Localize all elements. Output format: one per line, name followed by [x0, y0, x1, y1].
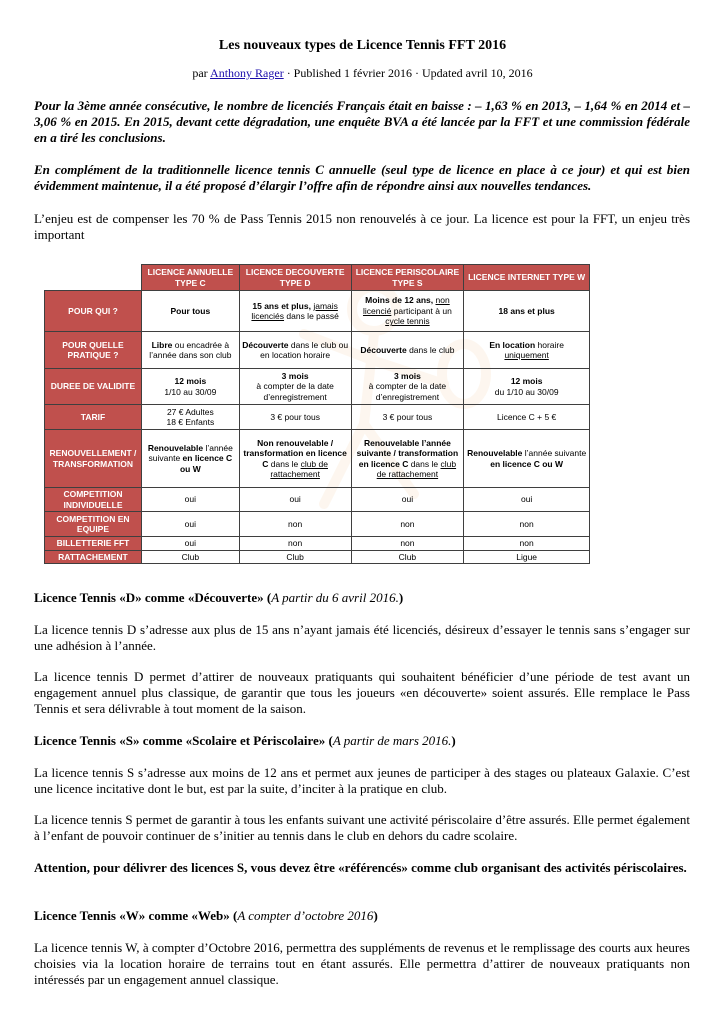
section-w-paragraph-1: La licence tennis W, à compter d’Octobre 2016, permettra des suppléments de revenus et le remplissage des courts aux heures choisies via la location horaire de terrains tout en étant assurés. Elle permettra d’attirer de nouveaux pratiquants non intéressés par un engagement annuel classique.	[34, 940, 690, 987]
cell-text: à compter de la date d’enregistrement	[256, 381, 334, 402]
row-label-renouvellement: RENOUVELLEMENT / TRANSFORMATION	[45, 430, 142, 488]
attention-notice: Attention, pour délivrer des licences S, vous devez être «référencés» comme club organisant des activités périscolaires.	[34, 860, 687, 875]
cell-d-pour-qui	[239, 291, 351, 332]
cell-text: Non renouvelable / transformation en licence C	[243, 437, 347, 469]
table-row	[45, 430, 590, 488]
cell-text: 15 ans et plus,	[252, 300, 314, 311]
section-s-heading	[34, 733, 690, 749]
section-s-paren: (	[325, 733, 333, 748]
row-label-tarif: TARIF	[45, 405, 142, 430]
cell-text: dans le	[268, 458, 301, 469]
cell-text: uniquement	[504, 350, 549, 360]
cell-d-billetterie: non	[239, 537, 351, 551]
section-s-paren: )	[451, 733, 456, 748]
cell-text: club de rattachement	[376, 458, 457, 479]
section-w-title: Licence Tennis «W» comme «Web»	[34, 908, 230, 923]
cell-text: 3 mois	[393, 370, 421, 381]
cell-s-billetterie: non	[351, 537, 464, 551]
row-label-competition-equipe: COMPETITION EN EQUIPE	[45, 512, 142, 537]
licence-comparison-table-area	[44, 264, 590, 564]
cell-text: jamais licenciés	[251, 300, 338, 321]
section-s-paragraph-2: La licence tennis S permet de garantir à tous les enfants suivant une activité périscolaire d’être assurés. Elle permet également à l’enfant de pouvoir continuer de s’initier au tennis dans le club en dehors du cadre scolaire.	[34, 812, 690, 843]
cell-s-tarif: 3 € pour tous	[351, 405, 464, 430]
cell-c-renouvellement	[141, 430, 239, 488]
cell-text: 18 € Enfants	[166, 417, 215, 427]
table-row	[45, 550, 590, 564]
section-w-heading	[34, 908, 690, 924]
cell-w-renouvellement	[464, 430, 590, 488]
licence-table	[44, 264, 590, 564]
section-s-date: A partir de mars 2016.	[332, 733, 452, 748]
cell-c-pour-qui: Pour tous	[141, 291, 239, 332]
row-label-competition-individuelle: COMPETITION INDIVIDUELLE	[45, 488, 142, 512]
cell-s-renouvellement	[351, 430, 464, 488]
cell-s-comp-ind: oui	[351, 488, 464, 512]
table-row	[45, 369, 590, 405]
section-d-heading	[34, 590, 690, 606]
cell-s-pratique	[351, 332, 464, 369]
page-title: Les nouveaux types de Licence Tennis FFT 2016	[218, 38, 507, 53]
cell-text: dans le passé	[284, 311, 339, 321]
section-d-paragraph-1: La licence tennis D s’adresse aux plus de 15 ans n’ayant jamais été licenciés, désireux d’essayer le tennis sans s’engager sur une adhésion à l’année.	[34, 622, 690, 653]
cell-text: participant à un	[391, 305, 452, 316]
cell-text: 12 mois	[510, 376, 543, 386]
cell-c-rattachement: Club	[141, 550, 239, 564]
row-label-duree: DUREE DE VALIDITE	[45, 369, 142, 405]
cell-text: En location	[489, 339, 536, 350]
row-label-pratique: POUR QUELLE PRATIQUE ?	[45, 332, 142, 369]
row-label-pour-qui: POUR QUI ?	[45, 291, 142, 332]
cell-w-comp-eq: non	[464, 512, 590, 537]
byline	[0, 66, 725, 81]
table-row	[45, 537, 590, 551]
cell-text: non licencié	[362, 295, 450, 316]
cell-c-billetterie: oui	[141, 537, 239, 551]
table-row	[45, 332, 590, 369]
table-corner	[45, 265, 142, 291]
cell-text: dans le	[408, 458, 441, 469]
table-header-row	[45, 265, 590, 291]
cell-text: cycle tennis	[385, 316, 430, 327]
cell-d-rattachement: Club	[239, 550, 351, 564]
cell-text: l’année suivante	[148, 442, 233, 464]
intro-paragraph-1: Pour la 3ème année consécutive, le nombre de licenciés Français était en baisse : – 1,63 % en 2013, – 1,64 % en 2014 et – 3,06 % en 2015. En 2015, devant cette dégradation, une enquête BVA a été lancée par la FFT et une commission fédérale en a tiré les conclusions.	[34, 98, 690, 145]
cell-w-pratique	[464, 332, 590, 369]
section-s-paragraph-1: La licence tennis S s’adresse aux moins de 12 ans et permet aux jeunes de participer à des stages ou plateaux Galaxie. C’est une licence incitative dont le but, est par la suite, d’inciter à la pratique en club.	[34, 765, 690, 796]
cell-text: 27 € Adultes	[166, 406, 214, 417]
cell-text: Découverte	[360, 344, 407, 355]
cell-w-pour-qui: 18 ans et plus	[464, 291, 590, 332]
cell-text: club de rattachement	[270, 458, 328, 479]
cell-text: Renouvelable	[467, 448, 523, 458]
cell-text: du 1/10 au 30/09	[494, 386, 559, 397]
section-w-date: A compter d’octobre 2016	[237, 908, 374, 923]
cell-text: ou encadrée à l’année dans son club	[149, 339, 232, 360]
table-row	[45, 512, 590, 537]
table-row	[45, 291, 590, 332]
section-d-paren: )	[398, 590, 404, 605]
row-label-rattachement: RATTACHEMENT	[45, 550, 142, 564]
cell-w-billetterie: non	[464, 537, 590, 551]
header-licence-w: LICENCE INTERNET TYPE W	[464, 265, 590, 291]
cell-text: 3 mois	[281, 370, 309, 381]
section-w-paren: (	[229, 908, 238, 923]
section-s-title: Licence Tennis «S» comme «Scolaire et Périscolaire»	[34, 733, 326, 748]
cell-d-pratique	[239, 332, 351, 369]
cell-c-comp-eq: oui	[141, 512, 239, 537]
cell-w-comp-ind: oui	[464, 488, 590, 512]
section-d-paragraph-2: La licence tennis D permet d’attirer de nouveaux pratiquants qui souhaitent bénéficier d’une période de test avant un engagement annuel plus classique, de garantir que tous les joueurs «en découverte» soient assurés. Elle remplace le Pass Tennis et sera délivrable à tout moment de la saison.	[34, 669, 690, 716]
cell-text: Renouvelable	[147, 442, 204, 453]
cell-s-comp-eq: non	[351, 512, 464, 537]
cell-d-comp-eq: non	[239, 512, 351, 537]
header-licence-c: LICENCE ANNUELLE TYPE C	[141, 265, 239, 291]
cell-d-comp-ind: oui	[239, 488, 351, 512]
cell-text: Libre	[151, 339, 173, 350]
cell-d-renouvellement	[239, 430, 351, 488]
cell-text: 1/10 au 30/09	[164, 386, 217, 397]
row-label-billetterie: BILLETTERIE FFT	[45, 537, 142, 551]
cell-text: horaire	[535, 339, 564, 350]
header-licence-s: LICENCE PERISCOLAIRE TYPE S	[351, 265, 464, 291]
author-link[interactable]: Anthony Rager	[210, 66, 284, 80]
cell-c-pratique	[141, 332, 239, 369]
cell-c-tarif	[141, 405, 239, 430]
section-d-paren: (	[263, 590, 272, 605]
cell-w-rattachement: Ligue	[464, 550, 590, 564]
section-d-title: Licence Tennis «D» comme «Découverte»	[34, 590, 264, 605]
table-row	[45, 488, 590, 512]
cell-text: 12 mois	[174, 376, 207, 386]
cell-w-tarif: Licence C + 5 €	[464, 405, 590, 430]
intro-paragraph-3: L’enjeu est de compenser les 70 % de Pass Tennis 2015 non renouvelés à ce jour. La licence est pour la FFT, un enjeu très important	[34, 211, 690, 242]
intro-paragraph-2: En complément de la traditionnelle licence tennis C annuelle (seul type de licence en place à ce jour) et qui est bien évidemment maintenue, il a été proposé d’élargir l’offre afin de répondre ainsi aux nouvelles tendances.	[34, 162, 690, 193]
byline-prefix: par	[192, 66, 208, 80]
section-w-paren: )	[373, 908, 378, 923]
cell-s-pour-qui	[351, 291, 464, 332]
cell-text: en licence C ou W	[490, 458, 564, 469]
cell-s-rattachement: Club	[351, 550, 464, 564]
cell-text: dans le club ou en location horaire	[260, 339, 349, 360]
cell-s-duree	[351, 369, 464, 405]
cell-text: en licence C ou W	[179, 453, 233, 474]
header-licence-d: LICENCE DECOUVERTE TYPE D	[239, 265, 351, 291]
section-d-date: A partir du 6 avril 2016.	[271, 590, 399, 605]
cell-text: à compter de la date d’enregistrement	[368, 381, 447, 402]
cell-text: Renouvelable l’année suivante / transformation en licence C	[356, 437, 459, 469]
cell-d-tarif: 3 € pour tous	[239, 405, 351, 430]
cell-c-duree	[141, 369, 239, 405]
byline-dates: · Published 1 février 2016 · Updated avril 10, 2016	[286, 66, 533, 80]
cell-text: dans le club	[406, 344, 455, 355]
table-row	[45, 405, 590, 430]
cell-w-duree	[464, 369, 590, 405]
cell-c-comp-ind: oui	[141, 488, 239, 512]
cell-text: Découverte	[242, 339, 289, 350]
cell-d-duree	[239, 369, 351, 405]
cell-text: Moins de 12 ans,	[365, 295, 436, 306]
cell-text: l’année suivante	[522, 448, 587, 458]
